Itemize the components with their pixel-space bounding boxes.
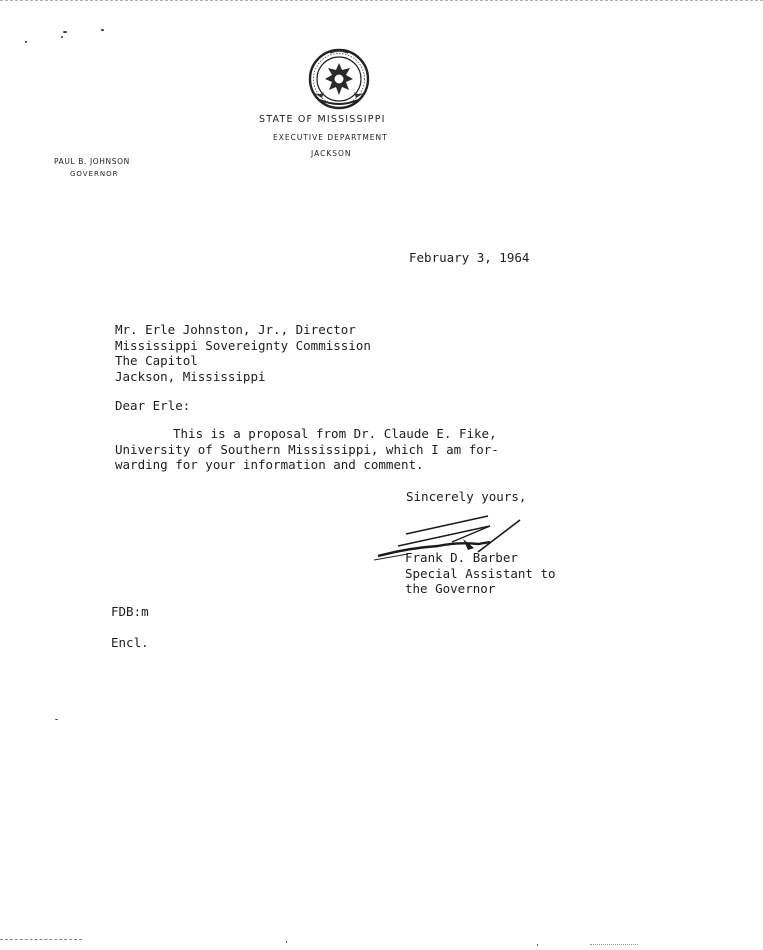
scan-edge [590, 944, 638, 945]
scan-speck [25, 41, 27, 43]
scan-speck [537, 944, 538, 946]
scan-speck [61, 36, 63, 38]
signer-title: Special Assistant to [405, 565, 556, 581]
recipient-line: Mississippi Sovereignty Commission [115, 337, 371, 353]
recipient-address [115, 322, 371, 384]
mississippi-state-seal-icon [306, 46, 372, 112]
letterhead-department: EXECUTIVE DEPARTMENT [273, 133, 388, 142]
body-line: University of Southern Mississippi, which I am for- [115, 441, 499, 457]
body-line: warding for your information and comment. [115, 457, 424, 472]
body-line: This is a proposal from Dr. Claude E. Fike, [173, 426, 497, 441]
reference-initials: FDB:m [111, 604, 149, 619]
letterhead-state: STATE OF MISSISSIPPI [259, 114, 386, 125]
signer-block [405, 550, 556, 597]
signer-title: the Governor [405, 581, 496, 596]
closing: Sincerely yours, [406, 489, 527, 504]
governor-name: PAUL B. JOHNSON [54, 157, 130, 166]
scan-speck [286, 941, 287, 943]
scan-edge [0, 939, 82, 940]
scan-speck [101, 29, 104, 31]
enclosure-note: Encl. [111, 635, 149, 650]
salutation: Dear Erle: [115, 398, 191, 413]
letter-date: February 3, 1964 [409, 250, 530, 265]
recipient-line: The Capitol [115, 353, 198, 368]
letterhead-city: JACKSON [311, 149, 352, 158]
scan-speck [55, 719, 58, 720]
signer-name: Frank D. Barber [405, 550, 518, 565]
letter-body [115, 426, 499, 473]
scan-speck [63, 31, 67, 33]
scan-edge [0, 0, 763, 3]
recipient-line: Jackson, Mississippi [115, 368, 266, 384]
recipient-line: Mr. Erle Johnston, Jr., Director [115, 322, 356, 337]
governor-title: GOVERNOR [70, 170, 119, 178]
